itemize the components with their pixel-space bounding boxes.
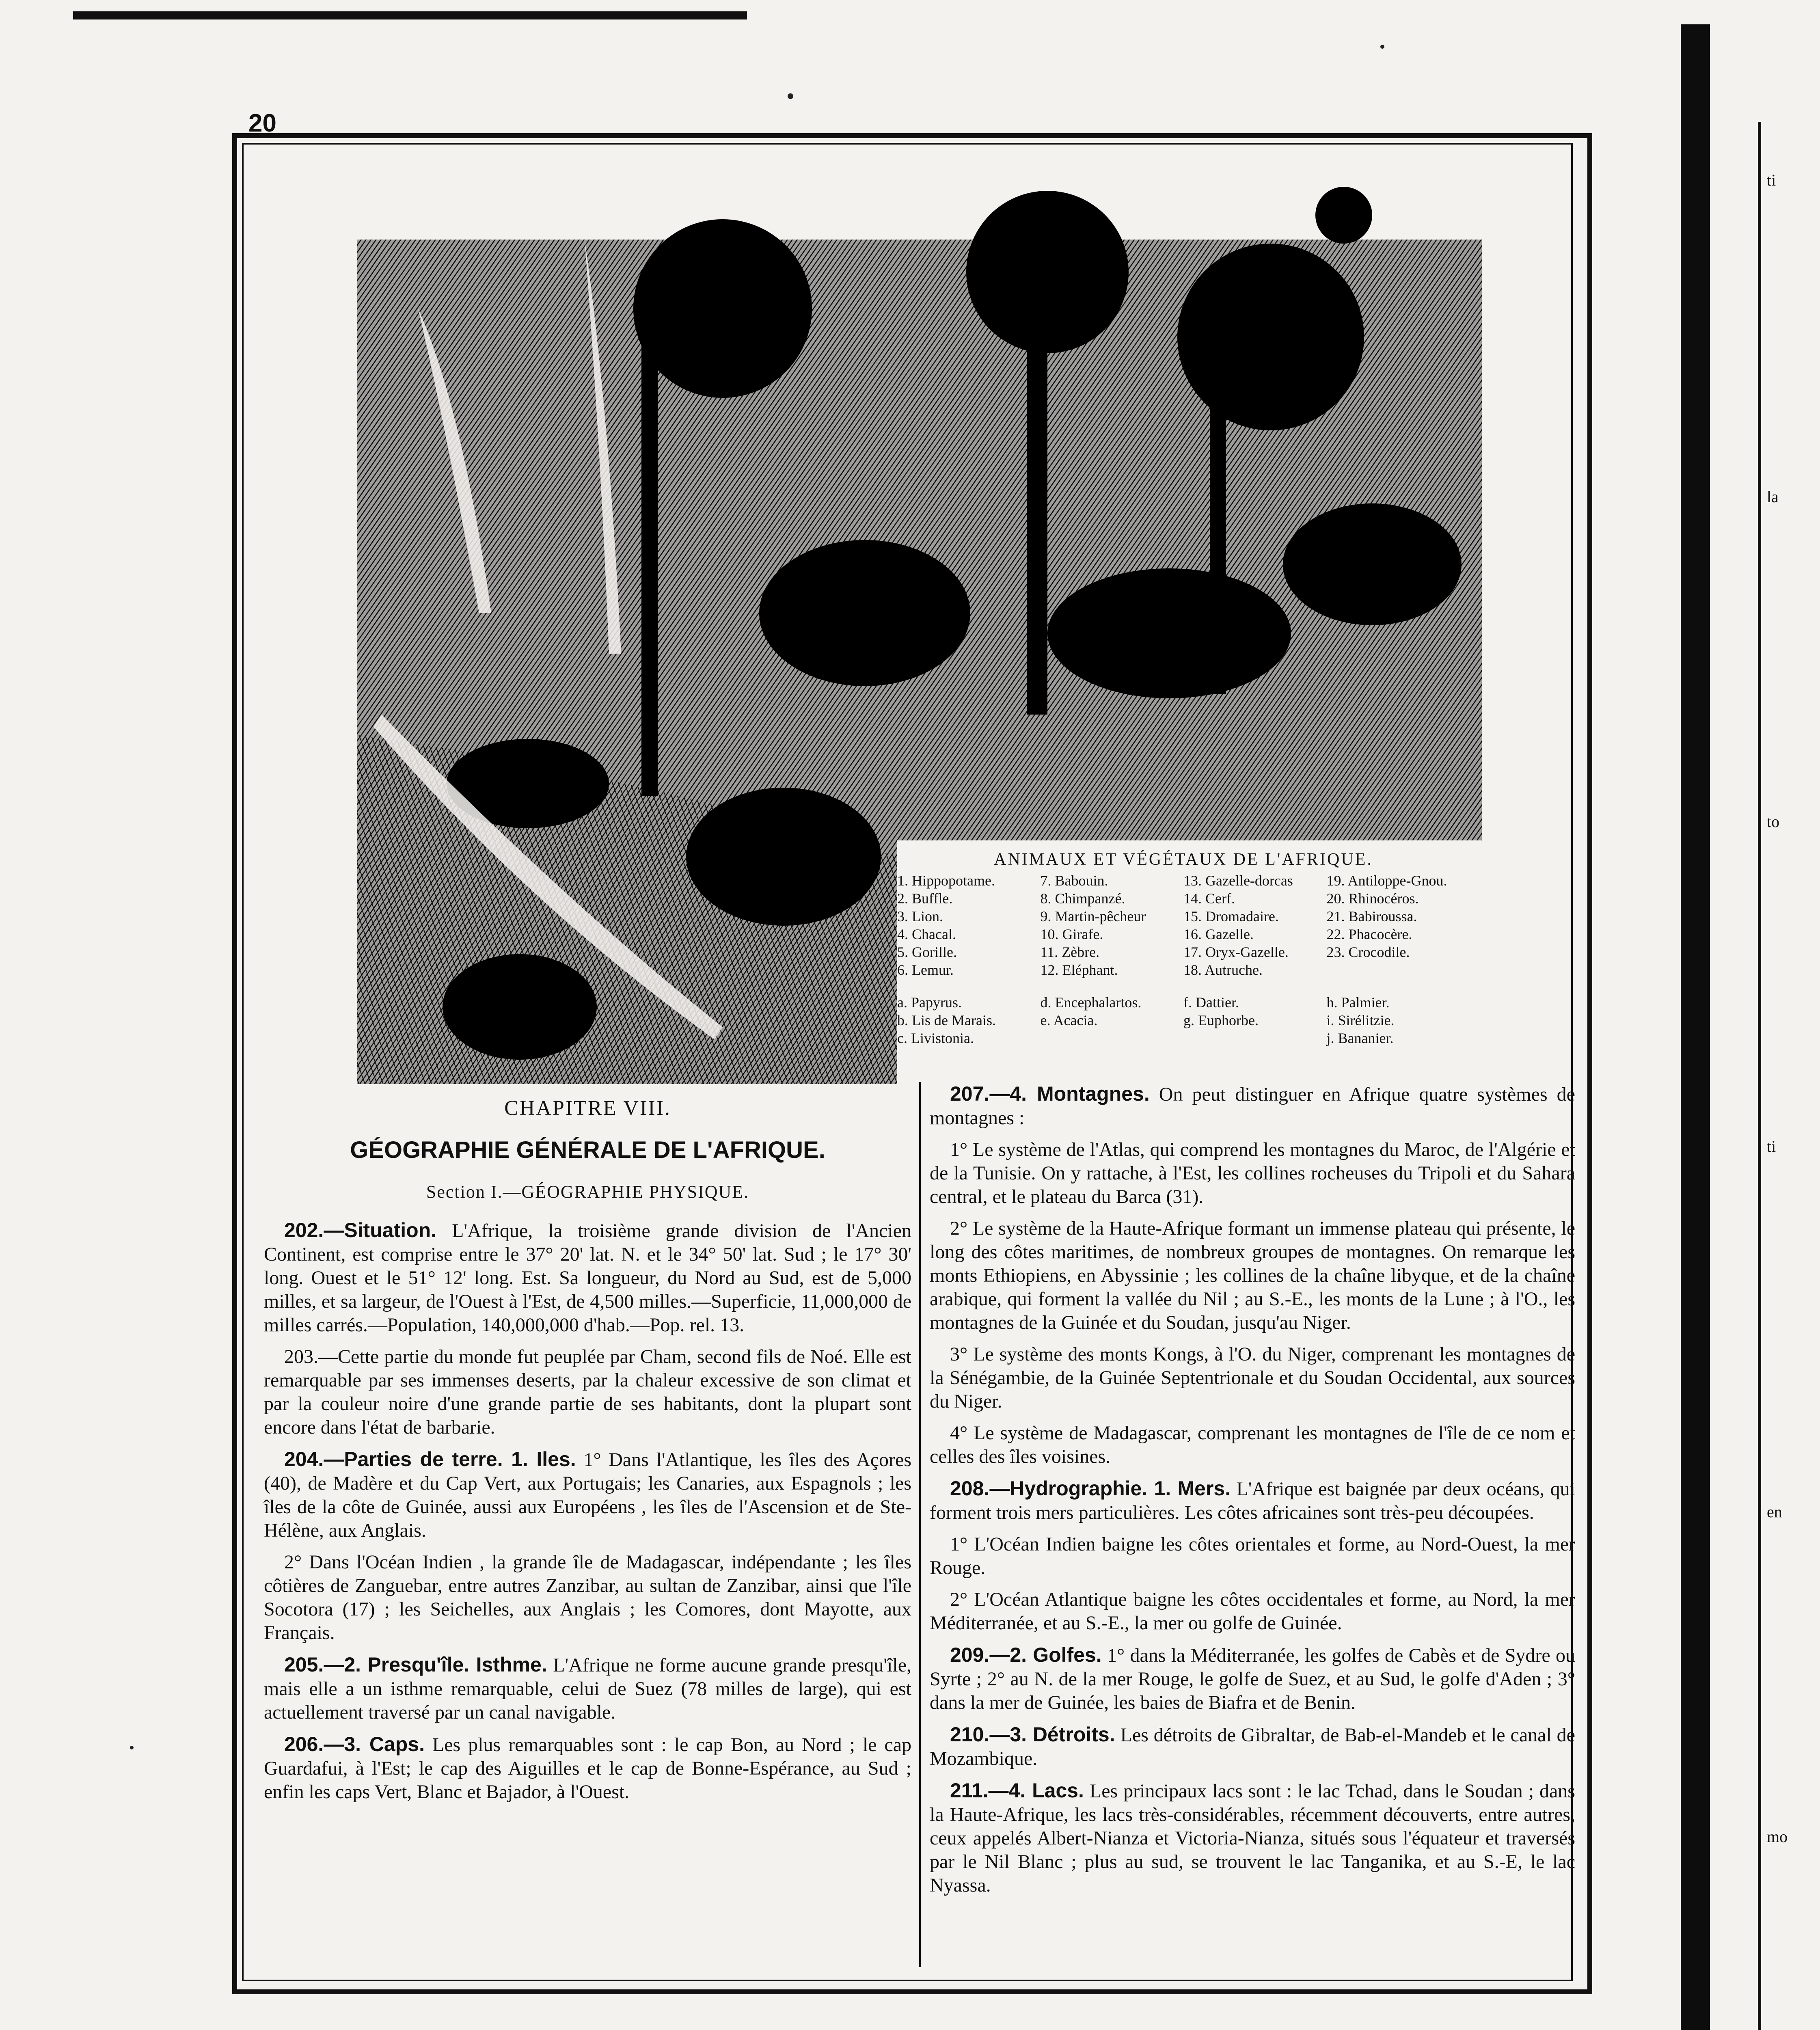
animal-legend-item: 8. Chimpanzé. [1040, 890, 1125, 907]
paragraph-text: L'Afrique est baignée par deux océans, qui forment trois mers particulières. Les côtes africaines sont très-peu découpées. [930, 1478, 1575, 1523]
illustration-caption [897, 851, 1470, 1047]
animal-legend-column [897, 872, 1041, 979]
animal-legend-item: 21. Babiroussa. [1326, 908, 1417, 924]
text-paragraph [264, 1447, 911, 1542]
animal-legend-item: 10. Girafe. [1040, 926, 1103, 942]
plant-legend-item: b. Lis de Marais. [897, 1012, 996, 1028]
animal-legend-item: 9. Martin-pêcheur [1040, 908, 1146, 924]
text-paragraph [264, 1653, 911, 1724]
paragraph-heading: 207.—4. Montagnes. [950, 1082, 1150, 1105]
paragraph-text: 4° Le système de Madagascar, comprenant les montagnes de l'île de ce nom et celles des îles voisines. [930, 1422, 1575, 1467]
text-paragraph [264, 1218, 911, 1337]
plant-legend-item: e. Acacia. [1040, 1012, 1098, 1028]
paragraph-text: On peut distinguer en Afrique quatre systèmes de montagnes : [930, 1084, 1575, 1129]
animal-legend-item: 19. Antiloppe-Gnou. [1326, 872, 1447, 889]
animal-legend-item: 17. Oryx-Gazelle. [1183, 944, 1289, 960]
paragraph-heading: 211.—4. Lacs. [950, 1779, 1084, 1802]
paragraph-text: Les principaux lacs sont : le lac Tchad, dans le Soudan ; dans la Haute-Afrique, les lacs très-considérables, récemment découverts, entre autres, ceux appelés Albert-Nianza et Victoria-Nianza, situés sous l'équateur et traversés par le Nil Blanc ; plus au sud, se trouvent le lac Tanganika, et au S.-E, le lac Nyassa. [930, 1780, 1575, 1896]
plant-legend-item: a. Papyrus. [897, 994, 962, 1011]
animal-legend-item: 18. Autruche. [1183, 962, 1263, 978]
animal-legend-item: 6. Lemur. [897, 962, 954, 978]
chapter-heading: CHAPITRE VIII. [504, 1097, 671, 1120]
plant-legend-column [1041, 993, 1184, 1047]
caption-title: ANIMAUX ET VÉGÉTAUX DE L'AFRIQUE. [994, 850, 1373, 869]
text-paragraph [930, 1421, 1575, 1469]
animal-legend-item: 15. Dromadaire. [1183, 908, 1279, 924]
animal-legend-item: 12. Eléphant. [1040, 962, 1118, 978]
paragraph-text: 2° Le système de la Haute-Afrique formant un immense plateau qui présente, le long des côtes maritimes, de nombreux groupes de montagnes. On remarque les monts Ethiopiens, en Abyssinie ; les collines de la chaîne libyque, et de la chaîne arabique, qui forment la vallée du Nil ; au S.-E., les monts de la Lune ; à l'O., les montagnes de la Guinée et du Soudan, jusqu'au Niger. [930, 1218, 1575, 1333]
animal-legend-item: 11. Zèbre. [1040, 944, 1100, 960]
text-paragraph [930, 1343, 1575, 1413]
animal-legend-item: 1. Hippopotame. [897, 872, 995, 889]
paragraph-text: 1° Dans l'Atlantique, les îles des Açores (40), de Madère et du Cap Vert, aux Portugais; les Canaries, aux Espagnols ; les îles de la côte de Guinée, aussi aux Européens , les îles de l'Ascension et de Ste-Hélène, aux Anglais. [264, 1449, 911, 1541]
paragraph-heading: 205.—2. Presqu'île. Isthme. [284, 1653, 547, 1676]
animal-legend-column [1183, 872, 1327, 979]
animal-legend-column [1327, 872, 1470, 979]
text-paragraph [930, 1477, 1575, 1525]
text-paragraph [264, 1345, 911, 1439]
gutter-shadow [1681, 24, 1710, 2030]
text-paragraph [930, 1779, 1575, 1897]
plant-legend-item: j. Bananier. [1326, 1030, 1394, 1046]
paragraph-text: 2° L'Océan Atlantique baigne les côtes occidentales et forme, au Nord, la mer Méditerranée, et au S.-E., la mer ou golfe de Guinée. [930, 1589, 1575, 1634]
top-rule [73, 11, 747, 19]
paragraph-heading: 210.—3. Détroits. [950, 1723, 1115, 1746]
animal-legend-item: 7. Babouin. [1040, 872, 1108, 889]
paragraph-heading: 204.—Parties de terre. 1. Iles. [284, 1448, 576, 1471]
plant-legend [897, 993, 1470, 1047]
plant-legend-column [1327, 993, 1470, 1047]
paragraph-text: 3° Le système des monts Kongs, à l'O. du Niger, comprenant les montagnes de la Sénégambie, de la Guinée Septentrionale et du Soudan Occidental, aux sources du Niger. [930, 1343, 1575, 1412]
animal-legend-item: 22. Phacocère. [1326, 926, 1412, 942]
right-column [930, 1082, 1575, 1905]
text-paragraph [930, 1217, 1575, 1335]
paragraph-heading: 202.—Situation. [284, 1219, 437, 1242]
paragraph-text: L'Afrique ne forme aucune grande presqu'île, mais elle a un isthme remarquable, celui de Suez (78 milles de large), qui est actuellement traversé par un canal navigable. [264, 1654, 911, 1723]
text-paragraph [930, 1723, 1575, 1771]
animal-legend-item: 5. Gorille. [897, 944, 957, 960]
animal-legend-item: 3. Lion. [897, 908, 943, 924]
print-speck [788, 93, 793, 99]
section-heading: Section I.—GÉOGRAPHIE PHYSIQUE. [426, 1182, 749, 1202]
print-speck [130, 1746, 134, 1749]
animal-legend-item: 16. Gazelle. [1183, 926, 1254, 942]
paragraph-text: 203.—Cette partie du monde fut peuplée par Cham, second fils de Noé. Elle est remarquable par ses immenses deserts, par la chaleur excessive de son climat et par la couleur noire d'une grande partie de ses habitants, dont la plupart sont encore dans l'état de barbarie. [264, 1346, 911, 1438]
page-number: 20 [248, 109, 276, 137]
paragraph-text: 2° Dans l'Océan Indien , la grande île de Madagascar, indépendante ; les îles côtières de Zanguebar, entre autres Zanzibar, au sultan de Zanzibar, ainsi que l'île Socotora (17) ; les Seichelles, aux Anglais ; les Comores, dont Mayotte, aux Français. [264, 1551, 911, 1643]
text-paragraph [930, 1082, 1575, 1130]
paragraph-text: 1° Le système de l'Atlas, qui comprend les montagnes du Maroc, de l'Algérie et de la Tunisie. On y rattache, à l'Est, les collines rocheuses du Tripoli et du Sahara central, et le plateau du Barca (31). [930, 1139, 1575, 1207]
text-paragraph [930, 1533, 1575, 1580]
animal-legend-item: 23. Crocodile. [1326, 944, 1410, 960]
animal-legend-item: 14. Cerf. [1183, 890, 1235, 907]
animal-legend [897, 872, 1470, 979]
paragraph-text: L'Afrique, la troisième grande division de l'Ancien Continent, est comprise entre le 37° 20' lat. N. et le 34° 50' lat. Sud ; le 17° 30' long. Ouest et le 51° 12' long. Est. Sa longueur, du Nord au Sud, est de 5,000 milles, et sa largeur, de l'Ouest à l'Est, de 4,500 milles.—Superficie, 11,000,000 de milles carrés.—Population, 140,000,000 d'hab.—Pop. rel. 13. [264, 1220, 911, 1336]
plant-legend-item: c. Livistonia. [897, 1030, 974, 1046]
text-paragraph [264, 1551, 911, 1645]
paragraph-text: Les plus remarquables sont : le cap Bon, au Nord ; le cap Guardafui, à l'Est; le cap des Aiguilles et le cap de Bonne-Espérance, au Sud ; enfin les caps Vert, Blanc et Bajador, à l'Ouest. [264, 1734, 912, 1803]
animal-legend-column [1041, 872, 1184, 979]
column-divider [919, 1082, 921, 1967]
left-column [264, 1096, 911, 1812]
chapter-title: GÉOGRAPHIE GÉNÉRALE DE L'AFRIQUE. [350, 1137, 825, 1163]
plant-legend-item: f. Dattier. [1183, 994, 1239, 1011]
plant-legend-item: g. Euphorbe. [1183, 1012, 1259, 1028]
paragraph-heading: 209.—2. Golfes. [950, 1643, 1102, 1666]
animal-legend-item: 20. Rhinocéros. [1326, 890, 1419, 907]
animal-legend-item: 2. Buffle. [897, 890, 953, 907]
paragraph-text: Les détroits de Gibraltar, de Bab-el-Mandeb et le canal de Mozambique. [930, 1724, 1575, 1769]
text-paragraph [930, 1643, 1575, 1715]
animal-legend-item: 13. Gazelle-dorcas [1183, 872, 1293, 889]
plant-legend-item: d. Encephalartos. [1040, 994, 1142, 1011]
paragraph-text: 1° L'Océan Indien baigne les côtes orientales et forme, au Nord-Ouest, la mer Rouge. [930, 1533, 1575, 1579]
plant-legend-column [1183, 993, 1327, 1047]
paragraph-heading: 208.—Hydrographie. 1. Mers. [950, 1477, 1231, 1500]
animal-legend-item: 4. Chacal. [897, 926, 956, 942]
text-paragraph [930, 1138, 1575, 1209]
plant-legend-item: i. Sirélitzie. [1326, 1012, 1395, 1028]
text-paragraph [264, 1732, 911, 1804]
print-speck [1380, 45, 1384, 49]
text-paragraph [930, 1588, 1575, 1635]
paragraph-text: 1° dans la Méditerranée, les golfes de Cabès et de Sydre ou Syrte ; 2° au N. de la mer Rouge, le golfe de Suez, et au Sud, le golfe d'Aden ; 3° dans la mer de Guinée, les baies de Biafra et de Benin. [930, 1645, 1576, 1713]
facing-page-edge: ti la to ti en mo [1758, 122, 1820, 2030]
plant-legend-item: h. Palmier. [1326, 994, 1390, 1011]
plant-legend-column [897, 993, 1041, 1047]
paragraph-heading: 206.—3. Caps. [284, 1733, 425, 1756]
